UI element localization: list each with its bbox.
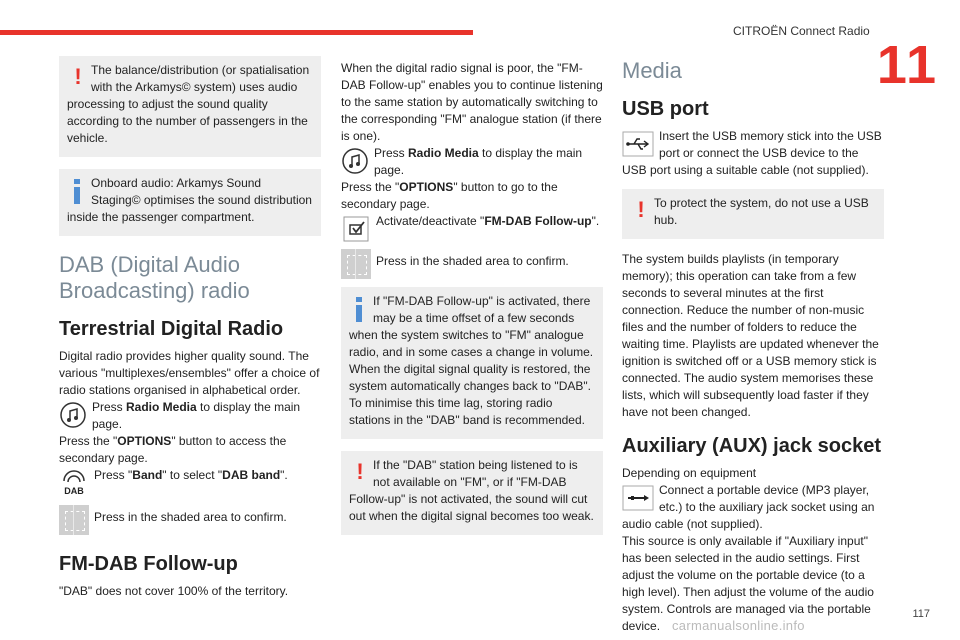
checkbox-icon bbox=[341, 215, 371, 243]
column-2: When the digital radio signal is poor, the "FM-DAB Follow-up" enables you to continue listening to the same station by automatically switching to the corresponding "FM" analogue station (if there is one). Press Radio Media to display the main page. Press the "OPTIONS" button to go to the secondary page. Activate/deactivate "FM-DAB Follow-up". Press in the shaded area to confirm. If "FM-DAB Follow-up" is activated, there may be a time offset of a few seconds when the system switches to "FM" analogue radio, and in some cases a change in volume. When the digital signal quality is restored, the system automatically changes back to "DAB". To minimise this time lag, storing radio stations in the "DAB" band is recommended. ! If the "DAB" station being listened to is not available on "FM", or if "FM-DAB Follow-up" is not activated, the sound will cut out when the digital signal becomes too weak. bbox=[341, 56, 603, 547]
section-title: Media bbox=[622, 58, 682, 83]
step-row: Activate/deactivate "FM-DAB Follow-up". bbox=[341, 213, 603, 243]
warning-text: If the "DAB" station being listened to is not available on "FM", or if "FM-DAB Follow-up" is not activated, the sound will cut out when the digital signal becomes too weak. bbox=[349, 458, 594, 523]
paragraph: This source is only available if "Auxiliary input" has been selected in the audio settings. First adjust the volume on the portable device (to a high level). Then adjust the volume of the audio system. Controls are managed via the portable device. bbox=[622, 534, 874, 633]
warning-text: The balance/distribution (or spatialisation with the Arkamys© system) uses audio processing to adjust the sound quality according to the number of passengers in the vehicle. bbox=[67, 63, 310, 145]
step-row: Press Radio Media to display the main page. bbox=[59, 399, 321, 433]
info-note bbox=[59, 169, 321, 236]
warning-text: To protect the system, do not use a USB hub. bbox=[654, 196, 869, 227]
header-accent-bar bbox=[0, 30, 473, 35]
step-row: Connect a portable device (MP3 player, etc.) to the auxiliary jack socket using an audio cable (not supplied). bbox=[622, 483, 875, 531]
step-row: Insert the USB memory stick into the USB port or connect the USB device to the USB port using a suitable cable (not supplied). bbox=[622, 129, 882, 177]
shaded-area-icon bbox=[59, 505, 89, 535]
paragraph: The system builds playlists (in temporary memory); this operation can take from a few seconds to several minutes at the first connection. Reduce the number of non-music files and the number of folders to reduce the waiting time. Playlists are updated whenever the ignition is switched off or a USB memory stick is connected. The audio system memorises these lists, which will subsequently load faster if they have not been changed. bbox=[622, 252, 879, 419]
column-1: ! The balance/distribution (or spatialisation with the Arkamys© system) uses audio processing to adjust the sound quality according to the number of passengers in the vehicle. Onboard audio: Arkamys Sound Staging© optimises the sound distribution inside the passenger compartment. DAB (Digital Audio Broadcasting) radio Terrestrial Digital Radio Digital radio provides higher quality sound. The various "multiplexes/ensembles" offer a choice of radio stations organised in alphabetical order. Press Radio Media to display the main page. Press the "OPTIONS" button to access the secondary page. DAB Press "Band" to select "DAB band". Press in the shaded area to confirm. FM-DAB Follow-up "DAB" does not cover 100% of the territory. bbox=[59, 56, 321, 600]
aux-jack-icon bbox=[622, 484, 654, 512]
heading: Auxiliary (AUX) jack socket bbox=[622, 435, 881, 457]
info-icon bbox=[349, 293, 371, 323]
warning-icon: ! bbox=[637, 197, 645, 222]
step-row: Press in the shaded area to confirm. bbox=[59, 503, 321, 535]
warning-note bbox=[59, 56, 321, 157]
page-number: 117 bbox=[912, 608, 930, 620]
paragraph: Digital radio provides higher quality sound. The various "multiplexes/ensembles" offer a choice of radio stations organised in alphabetical order. bbox=[59, 349, 320, 397]
step-row: Press in the shaded area to confirm. bbox=[341, 247, 603, 279]
dab-icon bbox=[59, 469, 89, 497]
section-title: DAB (Digital Audio Broadcasting) radio bbox=[59, 252, 250, 303]
shaded-area-icon bbox=[341, 249, 371, 279]
radio-media-icon bbox=[59, 401, 87, 429]
paragraph: "DAB" does not cover 100% of the territory. bbox=[59, 584, 289, 598]
watermark: carmanualsonline.info bbox=[672, 618, 805, 633]
paragraph: When the digital radio signal is poor, the "FM-DAB Follow-up" enables you to continue listening to the same station by automatically switching to the corresponding "FM" analogue station (if there is one). bbox=[341, 61, 603, 143]
radio-media-icon bbox=[341, 147, 369, 175]
heading: Terrestrial Digital Radio bbox=[59, 318, 284, 340]
info-icon bbox=[67, 175, 89, 205]
svg-text:DAB: DAB bbox=[64, 486, 84, 496]
warning-note bbox=[622, 189, 884, 239]
column-3 bbox=[622, 56, 884, 635]
warning-icon: ! bbox=[74, 64, 82, 89]
header-title: CITROËN Connect Radio bbox=[733, 24, 870, 38]
chapter-number: 11 bbox=[876, 35, 938, 95]
step-row: Press Radio Media to display the main page. bbox=[341, 145, 603, 179]
usb-icon bbox=[622, 130, 654, 158]
step-row: DAB Press "Band" to select "DAB band". bbox=[59, 467, 321, 497]
heading: FM-DAB Follow-up bbox=[59, 553, 238, 575]
heading: USB port bbox=[622, 98, 709, 120]
paragraph: Depending on equipment bbox=[622, 466, 757, 480]
info-text: If "FM-DAB Follow-up" is activated, there may be a time offset of a few seconds when the system switches to "FM" analogue radio, and in some cases a change in volume. When the digital signal quality is restored, the system automatically changes back to "DAB". To minimise this time lag, storing radio stations in the "DAB" band is recommended. bbox=[349, 294, 594, 427]
info-note bbox=[341, 287, 603, 439]
warning-note bbox=[341, 451, 603, 535]
info-text: Onboard audio: Arkamys Sound Staging© optimises the sound distribution inside the passenger compartment. bbox=[67, 176, 312, 224]
warning-icon: ! bbox=[356, 459, 364, 484]
